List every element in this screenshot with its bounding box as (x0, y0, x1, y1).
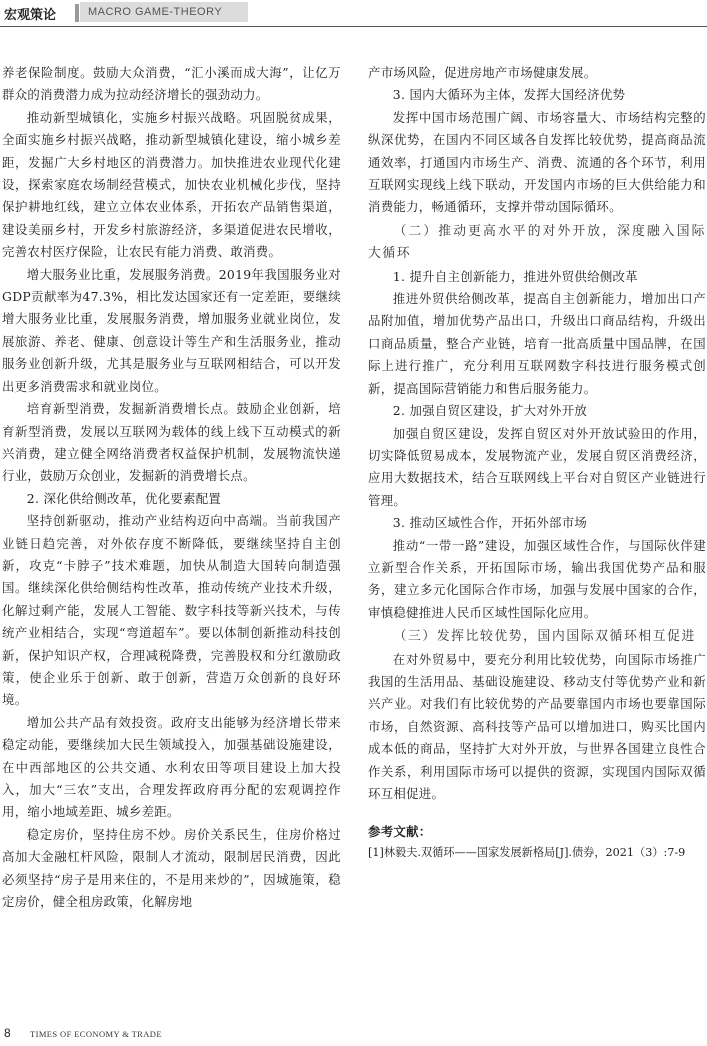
journal-name: TIMES OF ECONOMY & TRADE (30, 1029, 162, 1039)
page-footer (0, 1024, 707, 1044)
subsection-heading: 3. 国内大循环为主体，发挥大国经济优势 (392, 87, 626, 103)
section-heading: （二）推动更高水平的对外开放，深度融入国际大循环 (368, 223, 706, 262)
paragraph: 坚持创新驱动，推动产业结构迈向中高端。当前我国产业链日趋完善，对外依存度不断降低，要继续坚持自主创新，攻克“卡脖子”技术难题，加快从制造大国转向制造强国。继续深化供给侧结构性改革，推动传统产业技术升级，化解过剩产能，发展人工智能、数字科技等新兴技术，与传统产业相结合，实现“弯道超车”。要以体制创新推动科技创新，保护知识产权，合理减税降费，完善股权和分红激励政策，使企业乐于创新、敢于创新，营造万众创新的良好环境。 (2, 513, 341, 708)
right-column-body (368, 62, 706, 805)
header-rule (0, 26, 707, 27)
subsection-heading: 1. 提升自主创新能力，推进外贸供给侧改革 (392, 268, 638, 284)
paragraph: 推动新型城镇化，实施乡村振兴战略。巩固脱贫成果，全面实施乡村振兴战略，推动新型城镇化建设，缩小城乡差距，发掘广大乡村地区的消费潜力。加快推进农业现代化建设，探索家庭农场制经营模式，加快农业机械化步伐，坚持保护耕地红线，建立立体农业体系，开拓农产品销售渠道，建设美丽乡村，开发乡村旅游经济，多渠道促进农民增收，完善农村医疗保险，让农民有能力消费、敢消费。 (2, 109, 341, 260)
left-column (2, 62, 341, 913)
references-title: 参考文献： (368, 824, 432, 840)
paragraph: 产市场风险，促进房地产市场健康发展。 (368, 65, 597, 80)
references (368, 821, 706, 863)
section-subtitle: MACRO GAME-THEORY (80, 2, 248, 22)
reference-item: [1]林毅夫.双循环——国家发展新格局[J].债券，2021（3）:7-9 (368, 846, 686, 860)
page-header (0, 0, 707, 28)
paragraph: 推进外贸供给侧改革，提高自主创新能力，增加出口产品附加值，增加优势产品出口，升级出口商品结构，升级出口商品质量，整合产业链，培育一批高质量中国品牌，在国际上进行推广，充分利用互联网数字科技进行服务模式创新，提高国际营销能力和售后服务能力。 (368, 291, 706, 396)
paragraph: 推动“一带一路”建设，加强区域性合作，与国际伙伴建立新型合作关系，开拓国际市场，输出我国优势产品和服务，建立多元化国际合作市场，加强与发展中国家的合作，审慎稳健推进人民币区域性国际化应用。 (368, 537, 706, 620)
paragraph: 在对外贸易中，要充分利用比较优势，向国际市场推广我国的生活用品、基础设施建设、移动支付等优势产业和新兴产业。对我们有比较优势的产品要靠国内市场也要靠国际市场，自然资源、高科技等产品可以增加进口，购买比国内成本低的商品，坚持扩大对外开放，与世界各国建立良性合作关系，利用国际市场可以提供的资源，实现国内国际双循环互相促进。 (368, 651, 706, 801)
references-list (368, 843, 706, 863)
section-title: 宏观策论 (4, 8, 57, 23)
paragraph: 发挥中国市场范围广阔、市场容量大、市场结构完整的纵深优势，在国内不同区域各自发挥比较优势，提高商品流通效率，打通国内市场生产、消费、流通的各个环节，利用互联网实现线上线下联动，开发国内市场的巨大供给能力和消费能力，畅通循环，支撑并带动国际循环。 (368, 109, 706, 215)
section-heading: （三）发挥比较优势，国内国际双循环相互促进 (393, 629, 696, 645)
right-column (368, 62, 706, 863)
subsection-heading: 3. 推动区域性合作，开拓外部市场 (392, 515, 588, 531)
page-number: 8 (4, 1026, 11, 1040)
paragraph: 增大服务业比重，发展服务消费。2019年我国服务业对GDP贡献率为47.3%，相比发达国家还有一定差距，要继续增大服务业比重，发展服务消费，增加服务业就业岗位，发展旅游、养老、健康、创意设计等生产和生活服务业，推动服务业创新升级，尤其是服务业与互联网相结合，可以开发出更多消费需求和就业岗位。 (2, 266, 341, 394)
paragraph: 加强自贸区建设，发挥自贸区对外开放试验田的作用，切实降低贸易成本，发展物流产业，发展自贸区消费经济，应用大数据技术，结合互联网线上平台对自贸区产业链进行管理。 (368, 425, 706, 508)
subsection-heading: 2. 加强自贸区建设，扩大对外开放 (392, 403, 588, 419)
subsection-heading: 2. 深化供给侧改革，优化要素配置 (26, 490, 222, 506)
paragraph: 增加公共产品有效投资。政府支出能够为经济增长带来稳定动能，要继续加大民生领域投入，加强基础设施建设，在中西部地区的公共交通、水利农田等项目建设上加大投入，加大“三农”支出，合理发挥政府再分配的宏观调控作用，缩小地域差距、城乡差距。 (2, 714, 341, 820)
section-divider-bar (75, 4, 79, 22)
paragraph: 养老保险制度。鼓励大众消费，“汇小溪而成大海”，让亿万群众的消费潜力成为拉动经济增长的强劲动力。 (2, 65, 341, 103)
paragraph: 稳定房价，坚持住房不炒。房价关系民生，住房价格过高加大金融杠杆风险，限制人才流动，限制居民消费，因此必须坚持“房子是用来住的，不是用来炒的”，因城施策，稳定房价，健全租房政策，化解房地 (2, 826, 341, 910)
paragraph: 培育新型消费，发掘新消费增长点。鼓励企业创新，培育新型消费，发展以互联网为载体的线上线下互动模式的新兴消费，建立健全网络消费者权益保护机制，发展物流快递行业，鼓励万众创业，发掘新的消费增长点。 (2, 401, 341, 484)
